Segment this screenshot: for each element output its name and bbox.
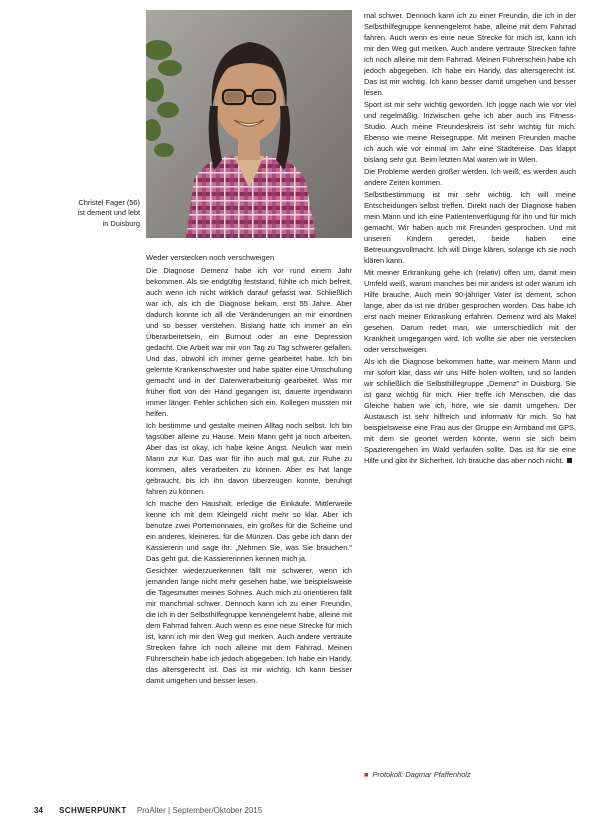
caption-line-3: in Duisburg [102,218,140,228]
paragraph: Ich mache den Haushalt, erledige die Einkäufe. Mittlerweile kenne ich mit dem Kleingeld nicht mehr so klar. Aber ich benutze zwei Portemonnaies, ein großes für die Scheine und ein anderes, kleineres, für die Münzen. Das gebe ich dann der Kassiererin und sage ihr: „Nehmen Sie, was Sie brauchen." Das geht gut, die Kassiererinnen kennen mich ja. [146,499,352,563]
portrait-illustration [146,10,352,238]
paragraph: Selbstbestimmung ist mir sehr wichtig. Ich will meine Entscheidungen selbst treffen. Direkt nach der Diagnose haben mein Mann und ich eine Patientenverfügung für ihn und für mich gemacht. Wir haben auch mit Freunden gesprochen. Und mit unseren Kindern geredet, beide haben eine Betreuungsvollmacht. Ich will Dinge klären, solange ich sie noch klären kann. [364,190,576,265]
photo-caption [52,198,140,229]
magazine-issue: ProAlter | September/Oktober 2015 [136,806,263,815]
paragraph: Sport ist mir sehr wichtig geworden. Ich jogge nach wie vor viel und regelmäßig. Inzwischen gehe ich aber auch ins Fitness-Studio. Auch meine Freundeskreis ist sehr wichtig für mich. Ebenso wie meine Reisegruppe. Mit meinen Freunden mache ich auch wie vor einmal im Jahr eine Städtereise. Das klappt bislang sehr gut. Beim letzten Mal waren wir in Wien. [364,100,576,164]
page-number: 34 [34,806,43,815]
paragraph-last [364,356,576,466]
caption-line-2: ist dement und lebt [77,208,140,218]
paragraph: Die Probleme werden größer werden. Ich weiß, es werden auch andere Zeiten kommen. [364,167,576,187]
paragraph: Ich bestimme und gestalte meinen Alltag noch selbst. Ich bin tagsüber alleine zu Hause. Mein Mann geht ja noch arbeiten. Aber das ist okay, ich habe keine Angst. Neulich war mein Mann zur Kur. Das war für ihn auch mal gut, zur Ruhe zu kommen, alles verarbeiten zu können. Aber es hat lange gebraucht, bis ich ihn davon überzeugen konnte, beruhigt fahren zu können. [146,421,352,496]
paragraph: Mit meiner Erkrankung gehe ich (relativ) offen um, damit mein Umfeld weiß, warum manches bei mir anders ist oder warum ich Hilfe brauche. Auch mein 90-jähriger Vater ist dement, schon lange, aber da ist nie drüber gesprochen worden. Das habe ich erst nach meiner Erkrankung erfahren. Demenz wird als Makel gesehen. Darum redet man, wie unterschiedlich mit der Krankheit umgegangen wird. Ich wollte sie aber nie verstecken oder verschweigen. [364,268,576,354]
article-kicker: Weder verstecken noch verschweigen [146,253,275,262]
caption-line-1: Christel Fager (56) [78,198,140,207]
paragraph: Die Diagnose Demenz habe ich vor rund einem Jahr bekommen. Als sie endgültig feststand, fühlte ich mich befreit, auch wenn ich nicht wirklich darauf gefasst war. Schließlich war ich, als ich die Diagnose bekam, erst 55 Jahre. Aber dadurch konnte ich all die Veränderungen an mir einordnen und so besser verstehen. Bislang hatte ich immer an ein Überarbeitetsein, ein Burnout oder an eine Depression gedacht. Die Arbeit war mir von Tag zu Tag schwerer gefallen. Und das, obwohl ich immer gerne gearbeitet habe. Ich bin gelernte Krankenschwester und habe später eine Umschulung gemacht und in der Datenverarbeitung gearbeitet. Was mir früher flott von der Hand gegangen ist, dauerte irgendwann immer länger. Fehler schlichen sich ein. Kollegen mussten mir helfen. [146,266,352,418]
page-footer [34,806,262,815]
article-column-right [364,10,576,466]
paragraph: Gesichter wiederzuerkennen fällt mir schwerer, wenn ich jemanden lange nicht mehr gesehen habe, wie beispielsweise die Tagesmutter meines Sohnes. Auch mich zu orientieren fällt mir manchmal schwer. Dennoch kann ich zu einer Freundin, die ich in der Selbsthilfegruppe kennengelernt habe, alleine mit dem Fahrrad fahren. Auch wenn es eine neue Strecke für mich ist, kann ich mir den Weg gut merken. Auch andere vertraute Strecken fahre ich noch alleine mit dem Fahrrad. Meinen Führerschein habe ich jedoch abgegeben. Ich habe ein Handy, das altersgerecht ist. Das ist mir wichtig. Ich kann besser damit umgehen und besser lesen. [146,566,352,685]
bullet-icon: ■ [364,770,369,779]
section-title: SCHWERPUNKT [59,806,127,815]
portrait-photo [146,10,352,238]
credit-text: Protokoll: Dagmar Pfaffenholz [372,770,471,779]
article-column-left [146,252,352,686]
paragraph: mal schwer. Dennoch kann ich zu einer Freundin, die ich in der Selbsthilfegruppe kennengelernt habe, alleine mit dem Fahrrad fahren. Auch wenn es eine neue Strecke für mich ist, kann ich mir den Weg gut merken. Auch andere vertraute Strecken fahre ich noch alleine mit dem Fahrrad. Meinen Führerschein habe ich jedoch abgegeben. Ich habe ein Handy, das altersgerecht ist. Das ist mir wichtig. Ich kann besser damit umgehen und besser lesen. [364,11,576,97]
paragraph-last-text: Als ich die Diagnose bekommen hatte, war meinem Mann und mir sofort klar, dass wir uns Hilfe holen wollten, und so landen wir schließlich die Selbsthilfegruppe „Demenz" in Duisburg. Sie ist ganz wichtig für mich. Hier treffe ich Menschen, die das Gleiche haben wie ich, höre, wie sie damit umgehen. Der Austausch ist sehr hilfreich und informativ für mich. So hat beispielsweise eine Frau aus der Gruppe ein Armband mit GPS, mit dem sie geortet werden könnte, wenn sie sich beim Spazierengehen im Wald verlaufen sollte. Das ist für sie eine Hilfe und gibt ihr Sicherheit. Ich brauche das aber noch nicht. [364,357,576,465]
end-mark-icon [567,458,572,463]
article-credit [364,770,471,779]
